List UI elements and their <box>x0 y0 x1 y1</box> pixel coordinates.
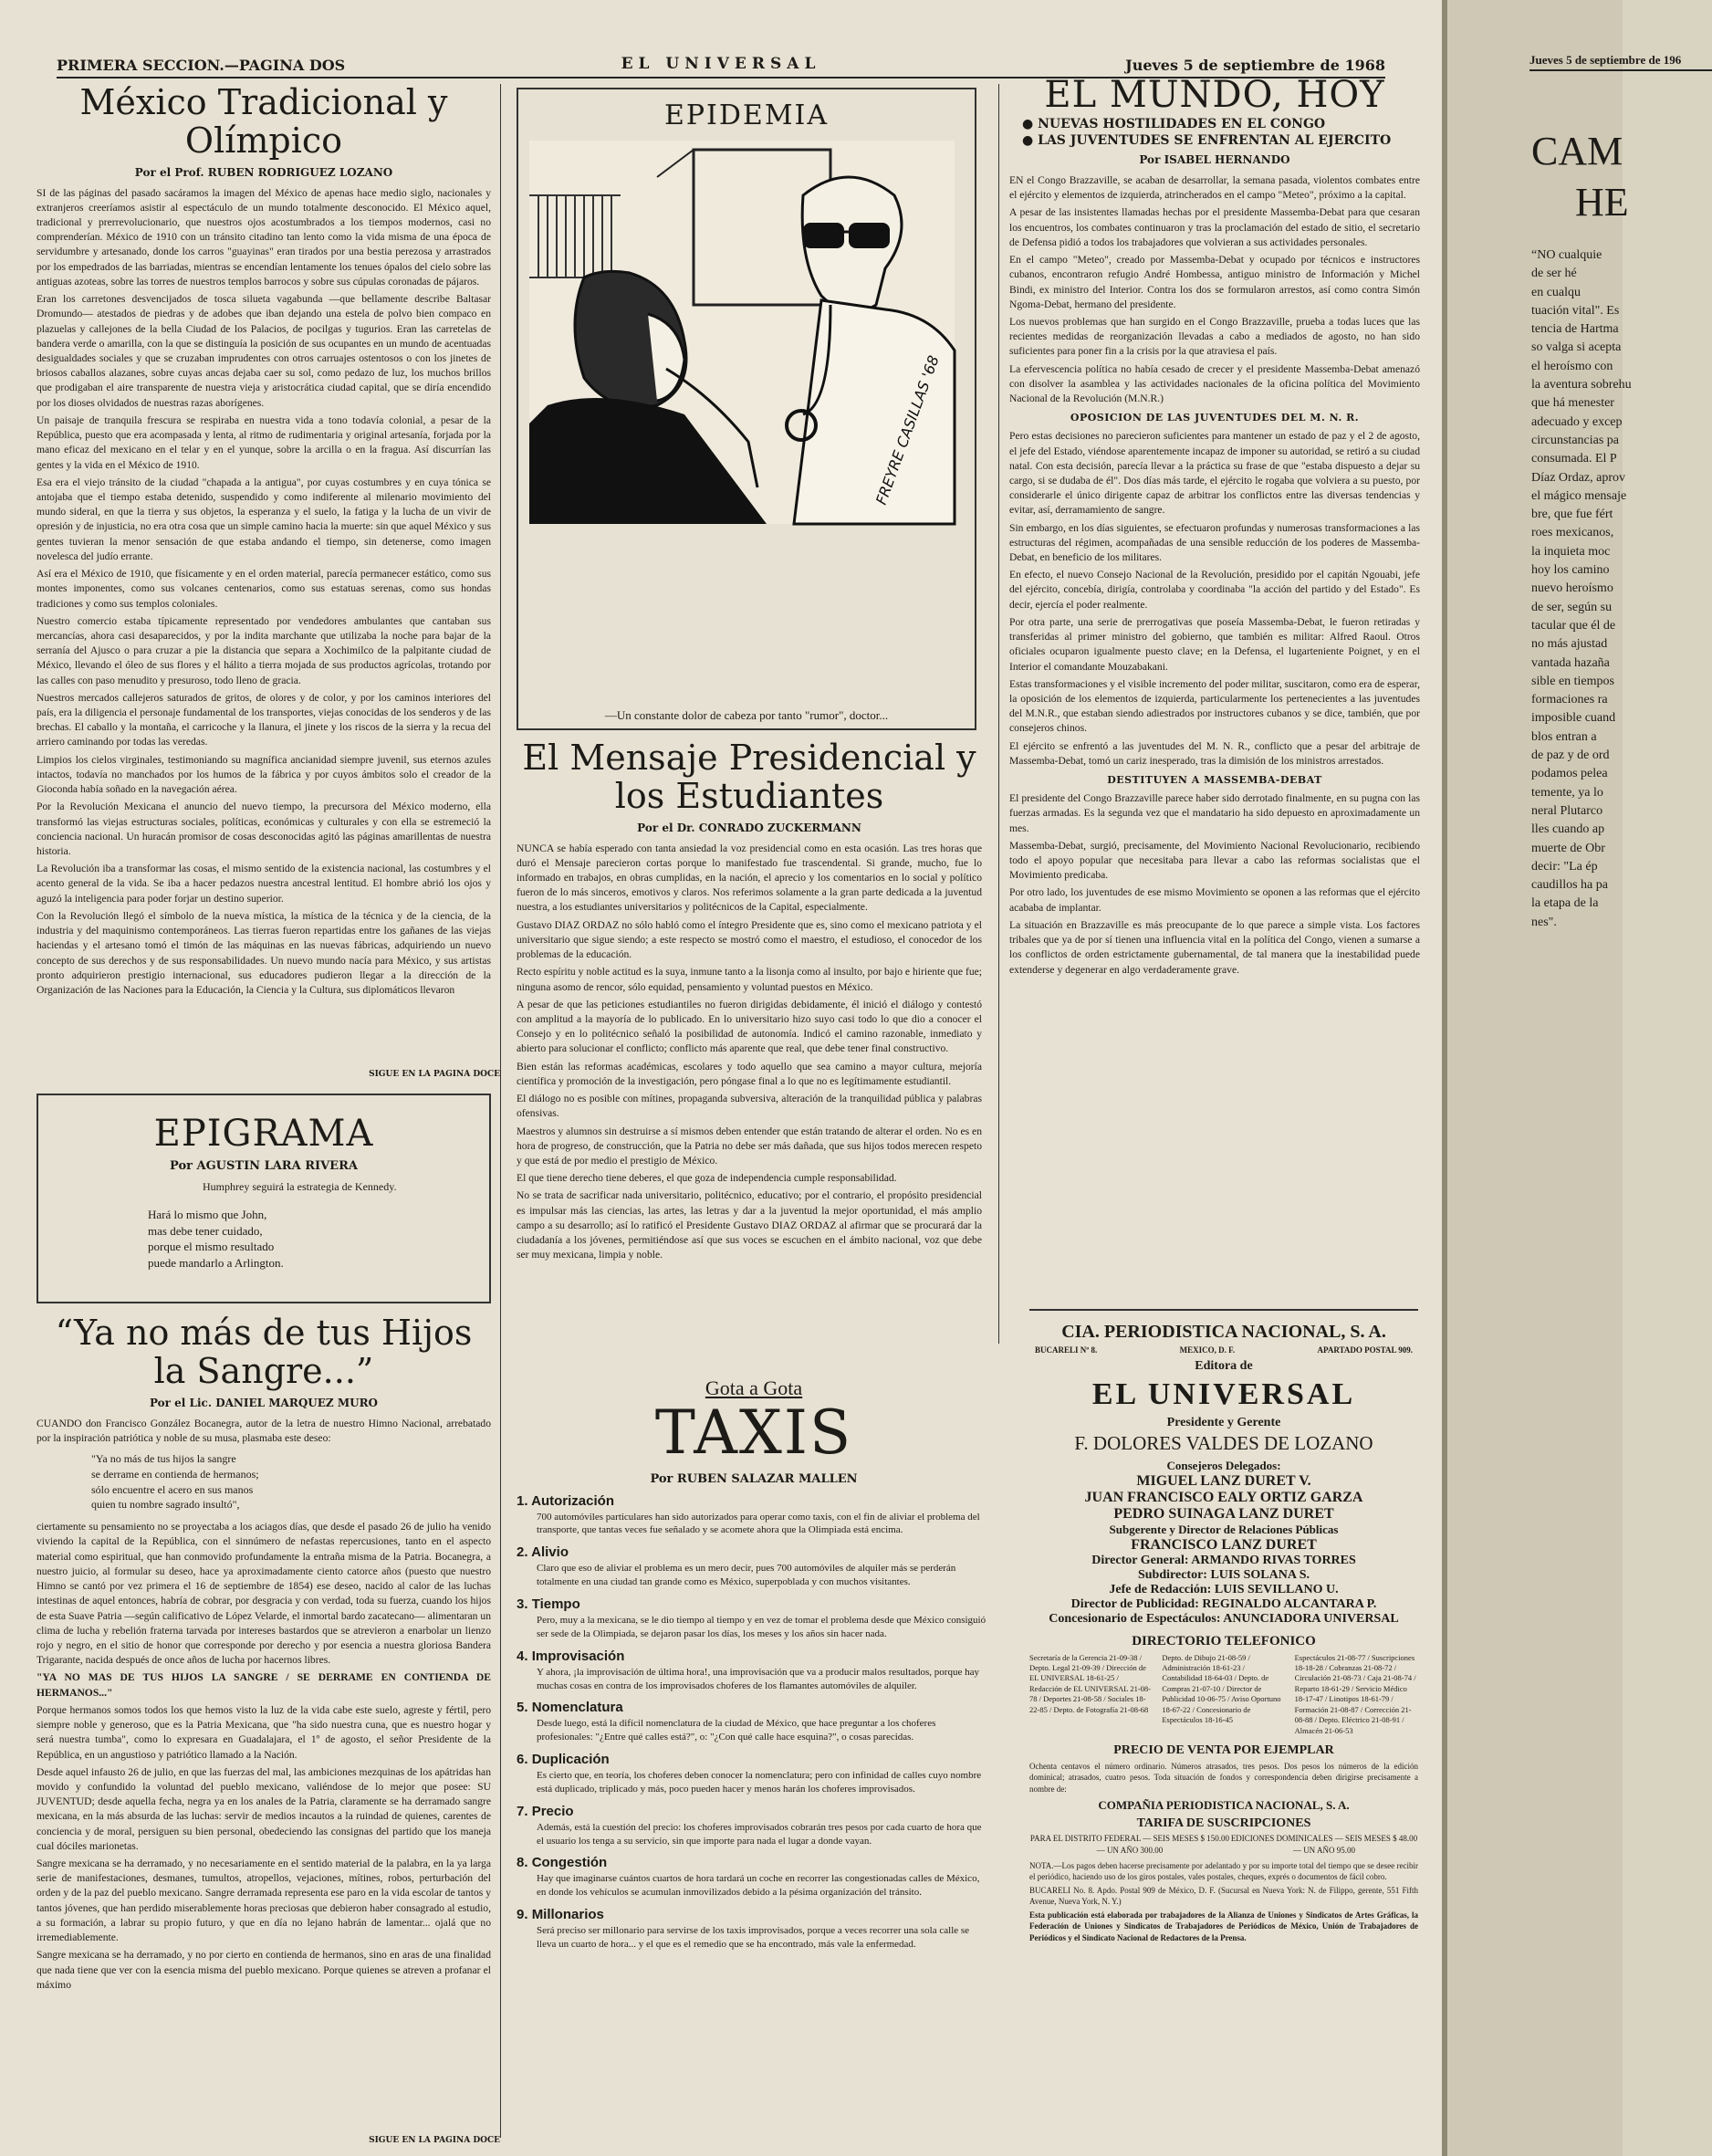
list-item: 4. Improvisación Y ahora, ¡la improvisación de última hora!, una improvisación que va a producir malos resultados, porque hay muchas cosas en contra de los improvisados choferes de los flamantes automóviles de alquiler. <box>517 1648 979 1691</box>
date-label: Jueves 5 de septiembre de 1968 <box>1125 57 1385 74</box>
staff-name: Jefe de Redacción: LUIS SEVILLANO U. <box>1109 1582 1339 1596</box>
paragraph: En el campo "Meteo", creado por Massemba-Debat y ocupado por técnicos e instructores cubanos, encontraron refugio André Hombessa, antiguo ministro de Información y Michel Bindi, ex ministro del Interior. Contra los dos se formularon arrestos, así como contra Simón Ngoma-Debat, hermano del presidente. <box>1009 254 1420 310</box>
verse-line: puede mandarlo a Arlington. <box>148 1255 284 1270</box>
editora-label: Editora de <box>1195 1358 1253 1373</box>
mensaje-article <box>517 739 982 1397</box>
list-item: 7. Precio Además, está la cuestión del precio: los choferes improvisados cobrarán tres pesos por cada cuarto de hora que el usuario los tenga a su servicio, sin que importe para nada el lugar a donde vayan. <box>517 1803 982 1847</box>
next-page-date: Jueves 5 de septiembre de 196 <box>1529 53 1682 67</box>
mexico-article <box>37 84 491 1088</box>
paper-name: EL UNIVERSAL <box>621 55 821 73</box>
staff-name: Director General: ARMANDO RIVAS TORRES <box>1091 1553 1356 1567</box>
list-item: 1. Autorización 700 automóviles particulares han sido autorizados para operar como taxis, con el fin de aliviar el problema del transporte, que tantas veces fue señalado y se acomete ahora que la Olimpiada está encima. <box>517 1492 980 1536</box>
paragraph: El presidente del Congo Brazzaville parece haber sido derrotado finalmente, en su pugna con las fuerzas armadas. Es la segunda vez que el mandatario ha sido depuesto en aproximadamente un mes. <box>1009 792 1420 834</box>
next-page-line: neral Plutarco <box>1531 803 1603 818</box>
verse-line: "Ya no más de tus hijos la sangre <box>91 1452 236 1466</box>
list-item: 2. Alivio Claro que eso de aliviar el problema es un mero decir, pues 700 automóviles de alquiler más se perderán totalmente en una ciudad tan grande como es México, superpoblada y con muchos visitantes. <box>517 1544 956 1588</box>
next-page-line: el mágico mensaje <box>1531 488 1627 503</box>
subscription-rates: PARA EL DISTRITO FEDERAL — SEIS MESES $ 150.00 — UN AÑO 300.00 <box>1029 1833 1229 1856</box>
verse-line: se derrame en contienda de hermanos; <box>91 1467 259 1481</box>
paragraph: Así era el México de 1910, que físicamente y en el orden material, parecía permanecer estático, como sus montes imponentes, como sus volcanes centenarios, como sus estatuas serenas, como sus hondas tradiciones y como sus templos coloniales. <box>37 568 491 610</box>
staff-name: JUAN FRANCISCO EALY ORTIZ GARZA <box>1084 1489 1363 1505</box>
taxis-byline: Por RUBEN SALAZAR MALLEN <box>650 1471 858 1486</box>
paragraph: CUANDO don Francisco González Bocanegra, autor de la letra de nuestro Himno Nacional, arrebatado por la inspiración patriótica y noble de su musa, plasmaba este deseo: <box>37 1417 491 1444</box>
next-page-line: bre, que fue fért <box>1531 508 1613 522</box>
company-name: COMPAÑIA PERIODISTICA NACIONAL, S. A. <box>1098 1797 1350 1812</box>
address: BUCARELI Nº 8. <box>1035 1345 1098 1355</box>
hijos-byline: Por el Lic. DANIEL MARQUEZ MURO <box>149 1396 379 1409</box>
next-page-line: de ser hé <box>1531 267 1577 281</box>
paragraph: Nuestro comercio estaba típicamente representado por vendedores ambulantes que cantaban sus mercancías, ahora casi desaparecidos, y por la indita marchante que utilizaba la noche para bajar de la serranía del Ajusco o para cruzar a pie la distancia que separa a Xochimilco de la palpitante ciudad de México, llevando el óleo de sus flores y el hálito a tierra mojada de sus productos agrícolas, trotando por las calles con paso menudito y presuroso, todo lleno de gracia. <box>37 614 491 686</box>
staff-name: FRANCISCO LANZ DURET <box>1131 1536 1317 1553</box>
cartoon-caption: —Un constante dolor de cabeza por tanto "rumor", doctor... <box>604 708 889 722</box>
paragraph: Eran los carretones desvencijados de tosca silueta vagabunda —que bellamente describe Baltasar Dromundo— atestados de piedras y de adobes que iban dejando una estela de polvo bien compaco en plazuelas y callejones de la bella Ciudad de los Palacios, de pocilgas y tugurios. Eran las carretelas de bandera verde o amarilla, con la que se distinguía la posición de sus ocupantes en un mundo de acentuadas desigualdades sociales y que se cruzaban imprudentes con otros carruajes ostentosos o con los jinetes de briosos caballos alazanes, sobre cuyas ancas dejaba caer su sol, como pedazo de luz, los muchos brillos que prodigaban el aire transparente de nuestra vieja y aristocrática ciudad capital, que se diría encendido por los dioses olvidados de nuestras razas aborígenes. <box>37 293 491 409</box>
next-page-line: “NO cualquie <box>1531 248 1602 262</box>
role-label: Consejeros Delegados: <box>1166 1458 1281 1472</box>
taxis-article <box>517 1376 991 2152</box>
paragraph: Esa era el viejo tránsito de la ciudad "chapada a la antigua", por cuyas costumbres y en cuya tónica se antojaba que el tiempo estaba detenido, suspendido y como indiferente al milenario movimiento del mundo sideral, en que la tierra y sus objetos, la esperanza y el suelo, la fatiga y la lucha de un vivir de opresión y de injusticia, no era otra cosa que un simple camino hacia la muerte: sin que aquel México y sus gentes tuvieran la menor sensación de que estaba andando el tiempo, sin detenerse, como imagen novelesca del judío errante. <box>37 476 491 562</box>
subheading: OPOSICION DE LAS JUVENTUDES DEL M. N. R. <box>1070 412 1360 424</box>
mensaje-title: El Mensaje Presidencial y los Estudiantes <box>522 738 976 816</box>
next-page-line: nuevo heroísmo <box>1531 581 1613 596</box>
paragraph: A pesar de las insistentes llamadas hechas por el presidente Massemba-Debat para que cesaran los encuentros, los combates continuaron y tras la proclamación del estado de sitio, el secretario de Defensa pidió a todos los trabajadores que volvieran a sus actividades personales. <box>1009 206 1420 248</box>
president-name: F. DOLORES VALDES DE LOZANO <box>1074 1431 1373 1454</box>
next-page-line: caudillos ha pa <box>1531 878 1608 893</box>
phone-list: Secretaría de la Gerencia 21-09-38 / Depto. Legal 21-09-39 / Dirección de EL UNIVERSAL 18-61-25 / Redacción de EL UNIVERSAL 21-08-78 / Deportes 21-08-58 / Sociales 18-22-85 / Depto. de Fotografía 21-08-68 <box>1029 1652 1151 1714</box>
role-label: Presidente y Gerente <box>1166 1415 1281 1429</box>
mexico-byline: Por el Prof. RUBEN RODRIGUEZ LOZANO <box>134 165 393 179</box>
next-page-line: adecuado y excep <box>1531 414 1623 429</box>
staff-name: MIGUEL LANZ DURET V. <box>1136 1472 1311 1489</box>
doctor-cartoon-image <box>529 141 955 524</box>
next-page-line: lles cuando ap <box>1531 822 1605 837</box>
bullet-headline: ● LAS JUVENTUDES SE ENFRENTAN AL EJERCITO <box>1022 133 1392 148</box>
paragraph: Pero estas decisiones no parecieron suficientes para mantener un estado de paz y el 2 de agosto, el jefe del Estado, viéndose aparentemente incapaz de imponer su autoridad, se retiró a su ciudad natal. Con esta decisión, parecía llevar a la práctica su frase de que "estaba dispuesto a dejar su cargo, si se dudaba de él". Dos días más tarde, el ejército le rogaba que volviera a su puesto, por considerarle el único dirigente capaz de arbitrar los conflictos entre las diversas tendencias y evitar, así, derramamiento de sangre. <box>1009 430 1420 517</box>
paragraph: Sangre mexicana se ha derramado, y no por cierto en contienda de hermanos, sino en aras de una finalidad que nada tiene que ver con la esencia misma del pueblo mexicano. Porque quienes se atreven a profanar el máximo <box>37 1949 491 1991</box>
next-page-headline: HE <box>1575 180 1629 225</box>
paragraph: Maestros y alumnos sin destruirse a sí mismos deben entender que están tratando de alterar el orden. No es en hora de progreso, de construcción, que la Patria no debe ser más dañada, que sus hijos todos merecen respeto y que está de por medio el prestigio de México. <box>517 1125 982 1167</box>
divider <box>1029 1309 1418 1311</box>
masthead-paper-name: EL UNIVERSAL <box>1091 1376 1356 1411</box>
paragraph: ciertamente su pensamiento no se proyectaba a los aciagos días, que desde el pasado 26 de julio ha venido viviendo la capital de la República, con el sinnúmero de nefastas repercusiones, tanto en el aspecto material como espiritual, que han conmovido profundamente la entraña misma de la Patria. Bocanegra, a nuestro juicio, al formular su deseo, hace ya aproximadamente ciento catorce años (puesto que nuestro Himno se cantó por vez primera el 16 de septiembre de 1854) ese deseo, nacido al calor de las luchas intestinas de aquel entonces, habría de cobrar, por desgracia y con verdad, toda su fuerza, cuando los hijos de esta Suave Patria —según calificativo de López Velarde, el inmortal bardo zacatecano— alimentaran un clima de lucha y rebelión fraterna tarvada por intereses bastardos que se atrevieron a enarbolar un lienzo rojo y negro, en el sitio de honor que corresponde por derecho y por esencia a nuestra gloriosa Bandera Trigarante, nacida después de once años de lucha por hacernos libres. <box>37 1521 491 1667</box>
directory-title: DIRECTORIO TELEFONICO <box>1132 1633 1316 1648</box>
next-page-line: roes mexicanos, <box>1531 526 1614 540</box>
next-page-line: sible en tiempos <box>1531 674 1614 688</box>
role-label: Subgerente y Director de Relaciones Públicas <box>1109 1522 1339 1536</box>
list-item: 6. Duplicación Es cierto que, en teoría, los choferes deben conocer la nomenclatura; pero con infinidad de calles cuyo nombre está duplicado, triplicado y más, poco pueden hacer y menos harán los choferes improvisados. <box>517 1752 982 1795</box>
paragraph: Un paisaje de tranquila frescura se respiraba en nuestra vida a tono todavía colonial, a pesar de la República, puesto que era acompasada y lenta, al ritmo de rudimentaria y original artesanía, forjada por la mano eficaz del mexicano en el telar y en el yunque, sobre la arcilla o en la fragua. Así discurrían las gentes y la vida en el México de 1910. <box>37 413 491 471</box>
epigrama-byline: Por AGUSTIN LARA RIVERA <box>170 1159 358 1173</box>
next-page-line: tencia de Hartma <box>1531 322 1619 337</box>
verse-line: Hará lo mismo que John, <box>148 1208 267 1221</box>
hijos-article <box>37 1314 491 2136</box>
phone-list: Espectáculos 21-08-77 / Suscripciones 18-18-28 / Cobranzas 21-08-72 / Circulación 21-08-73 / Caja 21-08-74 / Reparto 18-61-29 / Servicio Médico 18-17-47 / Linotipos 18-61-79 / Formación 21-08-87 / Corrección 21-08-88 / Depto. Eléctrico 21-08-91 / Almacén 21-06-53 <box>1294 1652 1416 1735</box>
next-page-line: vantada hazaña <box>1531 655 1610 670</box>
paragraph: Massemba-Debat, surgió, precisamente, del Movimiento Nacional Revolucionario, recibiendo todo el apoyo popular que necesitaba para llevar a cabo las reformas socialistas que el Movimiento predicaba. <box>1009 839 1420 882</box>
subscription-rates: EDICIONES DOMINICALES — SEIS MESES $ 48.00 — UN AÑO 95.00 <box>1230 1833 1418 1856</box>
paragraph: EN el Congo Brazzaville, se acaban de desarrollar, la semana pasada, violentos combates entre el ejército y elementos de izquierda, atrincherados en el campo "Meteo", próximo a la capital. <box>1009 174 1420 202</box>
paragraph: A pesar de que las peticiones estudiantiles no fueron dirigidas debidamente, él inició el diálogo y contestó con amplitud a la mayoría de lo publicado. En lo universitario hizo suyo casi todo lo que dio a conocer el Consejo y en lo politécnico señaló la posibilidad de autonomía. Indicó el camino razonable, inmediato y abierto para solucionar el conflicto; conflicto más aparente que real, que debe tener final constructivo. <box>517 998 982 1055</box>
next-page-headline: CAM <box>1531 129 1623 173</box>
city: MEXICO, D. F. <box>1179 1345 1236 1355</box>
next-page-edge <box>1442 0 1682 2156</box>
union-footer: Esta publicación está elaborada por trabajadores de la Alianza de Uniones y Sindicatos de Artes Gráficas, la Federación de Uniones y Sindicatos de Trabajadores de Periódicos de México, Unión de Trabajadores de Periódicos y el Sindicato Nacional de Redactores de la Prensa. <box>1029 1910 1418 1942</box>
paragraph: "YA NO MAS DE TUS HIJOS LA SANGRE / SE DERRAME EN CONTIENDA DE HERMANOS..." <box>37 1671 491 1699</box>
verse-line: mas debe tener cuidado, <box>148 1223 263 1238</box>
mundo-byline: Por ISABEL HERNANDO <box>1139 153 1290 166</box>
paragraph: La situación en Brazzaville es más preocupante de lo que parece a simple vista. Los factores tribales que ya de por sí tienen una influencia vital en la política del Congo, vienen a sumarse a los conflictos de orden estrictamente gubernamental, de tal manera que la inestabilidad puede extenderse y degenerar en algo verdaderamente grave. <box>1009 918 1420 976</box>
subscription-title: TARIFA DE SUSCRIPCIONES <box>1136 1816 1311 1830</box>
paragraph: El ejército se enfrentó a las juventudes del M. N. R., conflicto que a pesar del arbitraje de Massemba-Debat, tomó un cariz inesperado, tras la dimisión de los ministros arrestados. <box>1009 739 1420 767</box>
next-page-line: blos entran a <box>1531 729 1597 744</box>
staff-name: PEDRO SUINAGA LANZ DURET <box>1113 1505 1334 1522</box>
mundo-article <box>1009 75 1420 1353</box>
paragraph: La Revolución iba a transformar las cosas, el mismo sentido de la existencia nacional, las costumbres y el acento general de la vida. Se iba a hacer pedazos nuestra ancestral lentitud. El hombre abrió los ojos y aguzó la inteligencia para poder forjar un destino superior. <box>37 863 491 905</box>
mexico-title: México Tradicional y Olímpico <box>79 82 448 161</box>
paragraph: Gustavo DIAZ ORDAZ no sólo habló como el íntegro Presidente que es, sino como el mexicano patriota y el universitario que sigue siendo; a este respecto se mostró como el maestro, el estudioso, el conocedor de los problemas de la educación. <box>517 918 982 961</box>
price-text: Ochenta centavos el número ordinario. Números atrasados, tres pesos. Dos pesos los números de la edición dominical; atrasados, cuatro pesos. Toda situación de fondos y correspondencia deben dirigirse precisamente a nombre de: <box>1029 1762 1418 1794</box>
column-rule <box>500 84 501 2138</box>
next-page-line: en cualqu <box>1531 285 1582 299</box>
next-page-line: nes". <box>1531 915 1557 929</box>
masthead-box <box>1029 1318 1418 2140</box>
paragraph: NUNCA se había esperado con tanta ansiedad la voz presidencial como en esta ocasión. Las tres horas que duró el Mensaje parecieron cortas porque lo manifestado fue trascendental. Si grande, mucho, fue lo informado en trabajos, en obras cumplidas, en la nación, el aprecio y los comentarios en lo social y político fueron de lo más sinceros, emotivos y claros. Nos referimos solamente a la gran parte dedicada a la juventud nuestra, a los estudiantes universitarios y politécnicos de la Capital, especialmente. <box>517 842 982 914</box>
verse-line: porque el mismo resultado <box>148 1240 275 1254</box>
list-item: 9. Millonarios Será preciso ser millonario para servirse de los taxis improvisados, porque a veces recorrer una sola calle se lleva un cuarto de hora... y el que es el remedio que se ha encontrado, más vale la enfermedad. <box>517 1907 970 1950</box>
paragraph: Por la Revolución Mexicana el anuncio del nuevo tiempo, la precursora del México moderno, ella transformó las viejas estructuras sociales, políticas, económicas y culturales y con ella se estremeció la conciencia nacional. Un huracán promisor de cosas desconocidas agitó las páginas amarillentas de nuestra historia. <box>37 801 491 857</box>
next-page-line: temente, ya lo <box>1531 785 1603 800</box>
next-page-line: de ser, según su <box>1531 600 1613 614</box>
epidemia-cartoon-box <box>517 88 976 730</box>
epigrama-intro: Humphrey seguirá la estrategia de Kennedy. <box>203 1180 397 1193</box>
next-page-line: formaciones ra <box>1531 693 1608 707</box>
next-page-line: Díaz Ordaz, aprov <box>1531 470 1626 485</box>
next-page-line: circunstancias pa <box>1531 433 1620 447</box>
next-page-line: de paz y de ord <box>1531 748 1610 763</box>
verse-line: quien tu nombre sagrado insultó", <box>91 1498 240 1512</box>
next-page-line: tuación vital". Es <box>1531 303 1620 318</box>
cartoon-signature: FREYRE CASILLAS '68 <box>872 352 943 508</box>
subheading: DESTITUYEN A MASSEMBA-DEBAT <box>1107 774 1322 787</box>
next-page-line: tacular que él de <box>1531 618 1616 633</box>
note-text: NOTA.—Los pagos deben hacerse precisamente por adelantado y por su importe total del tiempo que se desee recibir el periódico, haciendo uso de los giros postales, vales postales, cheques, exprés o documentos de fácil cobro. <box>1029 1860 1418 1881</box>
list-item: 3. Tiempo Pero, muy a la mexicana, se le dio tiempo al tiempo y en vez de tomar el problema desde que México consiguió ser sede de la Olimpiada, se dejaron pasar los días, los meses y los años sin hacer nada. <box>517 1596 986 1639</box>
paragraph: Bien están las reformas académicas, escolares y todo aquello que sea camino a mayor cultura, mejoría científica y promoción de la investigación, pero póngase final a lo que no es legítimamente estudiantil. <box>517 1060 982 1087</box>
continue-note: SIGUE EN LA PAGINA DOCE <box>369 2136 500 2145</box>
next-page-line: no más ajustad <box>1531 637 1608 652</box>
staff-name: Subdirector: LUIS SOLANA S. <box>1137 1567 1310 1582</box>
paragraph: Nuestros mercados callejeros saturados de gritos, de olores y de color, y por los caminos interiores del país, era la diligencia el personaje fundamental de los transportes, viejas conocidas de los senderos y de las brechas. El caballo y la montaña, el carricoche y la llanura, el jinete y los riscos de la sierra y la recua del arriero caminando por todas las veredas. <box>37 691 491 748</box>
address-text: BUCARELI No. 8. Apdo. Postal 909 de México, D. F. (Sucursal en Nueva York: N. de Filippo, gerente, 551 Fifth Avenue, Nueva York, N. Y.) <box>1029 1885 1418 1907</box>
paragraph: Con la Revolución llegó el símbolo de la nueva mística, la mística de la técnica y de la ciencia, de la industria y del maquinismo contemporáneos. Las tierras fueron repartidas entre los gañanes de las viejas haciendas y el artesano tomó el timón de las máquinas en las nuevas fábricas, adquiriendo un nuevo concepto de sus derechos y de sus responsabilidades. Un nuevo mundo nacía para México, y sus artistas pronto adquirieron prestigio internacional, sus educadores pudieron llegar a la dirección de la Organización de las Naciones para la Educación, la Ciencia y la Cultura, sus diplomáticos llevaron <box>37 909 491 996</box>
paragraph: Recto espíritu y noble actitud es la suya, inmune tanto a la lisonja como al insulto, por bajo e hiriente que fue; ninguna asomo de rencor, sólo equidad, pensamiento y voluntad puestos en México. <box>517 966 982 993</box>
column-rule <box>998 84 999 1344</box>
paragraph: Sin embargo, en los días siguientes, se efectuaron profundas y numerosas transformaciones a las estructuras del régimen, acompañadas de una sensible reducción de los poderes de Massemba-Debat, en beneficio de los militares. <box>1009 521 1420 564</box>
paragraph: Estas transformaciones y el visible incremento del poder militar, suscitaron, como era de esperar, la oposición de los elementos de izquierda, particularmente los pertenecientes a las juventudes del M.N.R., que estaban siendo adiestrados por instructores cubanos y se dice, también, que por consejeros chinos. <box>1009 677 1420 735</box>
next-page-line: la etapa de la <box>1531 896 1599 911</box>
continue-note: SIGUE EN LA PAGINA DOCE <box>369 1070 500 1079</box>
paragraph: No se trata de sacrificar nada universitario, politécnico, educativo; por el contrario, el propósito presidencial es impulsar más las ciencias, las artes, las letras y dar a la juventud la mejor oportunidad, el más amplio campo a su desarrollo; así lo ratificó el Presidente Gustavo DIAZ ORDAZ al afirmar que se procurará dar la ciudadanía a los jóvenes, permitiéndose así que sus voces se escuchen en el ámbito nacional, voz que debe ser muy mexicana, limpia y noble. <box>517 1189 982 1261</box>
staff-name: Concesionario de Espectáculos: ANUNCIADORA UNIVERSAL <box>1049 1611 1399 1626</box>
next-page-line: el heroísmo con <box>1531 359 1613 373</box>
next-page-line: podamos pelea <box>1531 767 1608 781</box>
next-page-text <box>1531 246 1632 932</box>
cartoon-title: EPIDEMIA <box>663 99 830 131</box>
mensaje-byline: Por el Dr. CONRADO ZUCKERMANN <box>637 821 861 834</box>
section-label: PRIMERA SECCION.—PAGINA DOS <box>57 57 346 74</box>
paragraph: El que tiene derecho tiene deberes, el que goza de independencia cumple responsabilidad. <box>517 1172 897 1185</box>
next-page-line: hoy los camino <box>1531 563 1610 578</box>
next-page-line: consumada. El P <box>1531 452 1617 466</box>
mundo-title: EL MUNDO, HOY <box>1044 74 1385 116</box>
paragraph: Por otra parte, una serie de prerrogativas que poseía Massemba-Debat, le fueron retiradas y transferidas al primer ministro del gobierno, que también es militar: Alfred Raoul. Otros oficiales ocuparon igualmente puesto clave; en la Defensa, el lugarteniente Poignet, y en el Interior el comandante Mouzabakani. <box>1009 615 1420 673</box>
bullet-headline: ● NUEVAS HOSTILIDADES EN EL CONGO <box>1022 117 1326 131</box>
next-page-line: la aventura sobrehu <box>1531 378 1632 392</box>
epigrama-title: EPIGRAMA <box>153 1113 374 1155</box>
next-page-line: muerte de Obr <box>1531 841 1605 855</box>
paragraph: SI de las páginas del pasado sacáramos la imagen del México de apenas hace medio siglo, nacionales y extranjeros creeríamos asistir al espectáculo de un mundo totalmente desconocido. El México aquel, tradicional y prerrevolucionario, que nuestros ojos acostumbrados a los tiempos modernos, casi no comprenderían. México de 1910 con un tránsito citadino tan lento como la vida misma de una época de servidumbre y artesanado, donde los carros "guayinas" eran tirados por una bestia perezosa y arrastrados por los empedrados de las barriadas, mientras se encendían lentamente los tenues ópalos del cielo sobre las antiguas azoteas, sobre las torres de nuestros templos barrocos y sobre sus cúpulas coronadas de pájaros. <box>37 186 491 288</box>
paragraph: Porque hermanos somos todos los que hemos visto la luz de la vida cabe este suelo, agreste y fértil, pero siempre noble y generoso, que es la Patria Mexicana, que "ha sido nuestra cuna, que es nuestro hogar y será nuestra tumba", como lo expresara en Guadalajara, el 1º de agosto, el señor Presidente de la República, en un angustioso y patriótico llamado a la Nación. <box>37 1703 491 1761</box>
paragraph: La efervescencia política no había cesado de crecer y el presidente Massemba-Debat amenazó con disolver la asamblea y las actividades nacionales de la oficina política del Movimiento Nacional de la Revolución (M.N.R.) <box>1009 362 1420 405</box>
paragraph: Limpios los cielos virginales, testimoniando su magnífica ancianidad siempre juvenil, sus eternos azules intactos, todavía no manchados por los humos de la fábrica y por cuyos ámbitos solo el creador de la Gioconda había soñado en la navegación aérea. <box>37 753 491 796</box>
staff-name: Director de Publicidad: REGINALDO ALCANTARA P. <box>1070 1596 1377 1611</box>
next-page-line: decir: "La ép <box>1531 859 1598 874</box>
taxis-title: TAXIS <box>654 1397 853 1468</box>
paragraph: En efecto, el nuevo Consejo Nacional de la Revolución, presidido por el capitán Ngouabi, jefe del ejército, concebía, dirigía, controlaba y coordinaba "la acción del partido y del Estado". Es decir, ejercía el poder realmente. <box>1009 569 1420 611</box>
paragraph: Desde aquel infausto 26 de julio, en que las fuerzas del mal, las ambiciones mezquinas de los apátridas han movido y confundido la voluntad del pueblo mexicano, valiéndose de lo mejor que posee: SU JUVENTUD; desde aquella fecha, negra ya en los anales de la Patria, claramente se ha derramado sangre mexicana, en la más absurda de las luchas: servir de medios incautos a la ruindad de quienes, carentes de conciencia y de moral, persiguen su bien personal, obedeciendo las consignas del partido que los maneja cual dóciles marionetas. <box>37 1765 491 1852</box>
next-page-rule <box>1529 69 1712 71</box>
price-title: PRECIO DE VENTA POR EJEMPLAR <box>1113 1743 1334 1758</box>
epigrama-box <box>37 1094 491 1303</box>
paragraph: El diálogo no es posible con mítines, propaganda subversiva, alteración de la tranquilidad pública y palabras ofensivas. <box>517 1093 982 1120</box>
phone-list: Depto. de Dibujo 21-08-59 / Administración 18-61-23 / Contabilidad 18-64-03 / Depto. de Compras 21-07-10 / Director de Publicidad 10-06-75 / Aviso Oportuno 18-67-22 / Concesionario de Espectáculos 18-16-45 <box>1162 1652 1281 1725</box>
paragraph: Por otro lado, los juventudes de ese mismo Movimiento se oponen a las reformas que el ejército acababa de implantar. <box>1009 886 1420 914</box>
list-item: 5. Nomenclatura Desde luego, está la difícil nomenclatura de la ciudad de México, que hace preguntar a los choferes profesionales: "¿Entre qué calles está?", o: "¿Con qué calle hace esquina?", o cosas parecidas. <box>517 1700 936 1743</box>
list-item: 8. Congestión Hay que imaginarse cuántos cuartos de hora tardará un coche en recorrer las congestionadas calles de México, en donde los vehículos se acumulan inmovilizados debido a la pésima organización del tránsito. <box>517 1855 980 1899</box>
company-name: CIA. PERIODISTICA NACIONAL, S. A. <box>1061 1322 1386 1342</box>
hijos-title: “Ya no más de tus Hijos la Sangre...” <box>55 1313 473 1391</box>
paragraph: Los nuevos problemas que han surgido en el Congo Brazzaville, prueba a todas luces que las recientes medidas de reorganización llevadas a cabo a mediados de agosto, no han sido suficientes para poner fin a la crisis por la que atraviesa el país. <box>1009 315 1420 358</box>
next-page-line: la inquieta moc <box>1531 544 1611 559</box>
paragraph: Sangre mexicana se ha derramado, y no necesariamente en el sentido material de la palabra, en la ya larga serie de manifestaciones, desmanes, tumultos, atropellos, vejaciones, mítines, robos, perturbación del orden y de la paz del pueblo mexicano. Sangre derramada representa ese paro en la vida escolar de tantos y tantos jóvenes, que han perdido miserablemente horas preciosas que debieron haber consagrado al estudio, a su formación, a labrar su propio futuro, y que en día no lejano habrán de lamentar... ojalá que no irremediablemente. <box>37 1858 491 1944</box>
next-page-line: so valga si acepta <box>1531 340 1622 355</box>
taxis-kicker: Gota a Gota <box>705 1376 803 1399</box>
next-page-line: imposible cuand <box>1531 711 1616 726</box>
next-page-line: que há menester <box>1531 396 1614 411</box>
po-box: APARTADO POSTAL 909. <box>1317 1345 1413 1355</box>
verse-line: sólo encuentre el acero en sus manos <box>91 1482 254 1496</box>
